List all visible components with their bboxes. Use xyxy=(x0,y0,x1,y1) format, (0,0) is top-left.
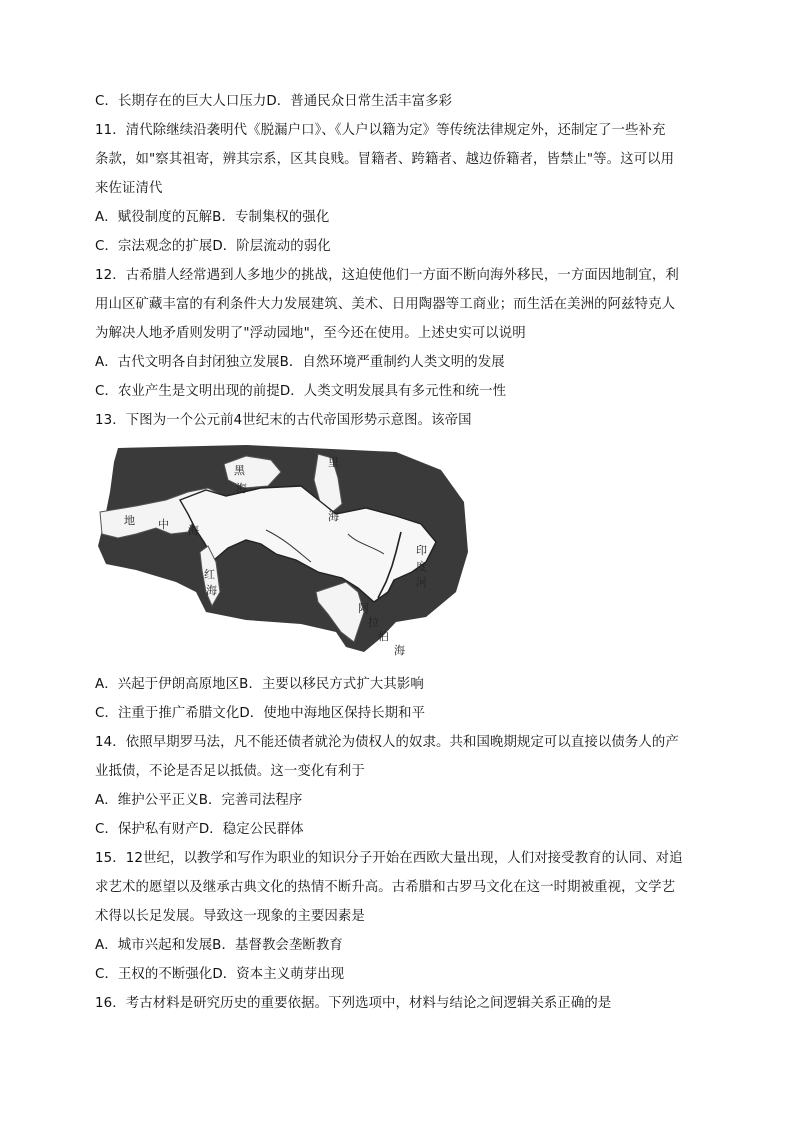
q14-stem-line-2: 业抵债，不论是否足以抵债。这一变化有利于 xyxy=(95,764,365,779)
label-arabian-3: 伯 xyxy=(378,630,389,643)
q12-option-cd: C．农业产生是文明出现的前提D．人类文明发展具有多元性和统一性 xyxy=(95,384,507,399)
label-red-1: 红 xyxy=(204,568,215,581)
label-arabian-1: 阿 xyxy=(358,602,369,615)
empire-map xyxy=(96,442,471,667)
label-indus-3: 河 xyxy=(416,576,427,589)
label-caspian-1: 里 xyxy=(328,456,339,469)
q13-option-cd: C．注重于推广希腊文化D．使地中海地区保持长期和平 xyxy=(95,706,426,721)
label-arabian-4: 海 xyxy=(394,644,405,657)
q11-stem-line-3: 来佐证清代 xyxy=(95,181,163,196)
label-caspian-2: 海 xyxy=(328,510,339,523)
empire-map-figure xyxy=(96,442,471,667)
label-med-2: 中 xyxy=(158,518,169,531)
q14-stem-line-1: 14．依照早期罗马法，凡不能还债者就沦为债权人的奴隶。共和国晚期规定可以直接以债务人的产 xyxy=(95,735,679,750)
label-med-3: 海 xyxy=(188,524,199,537)
label-indus-2: 度 xyxy=(416,560,427,573)
q13-stem: 13．下图为一个公元前4世纪末的古代帝国形势示意图。该帝国 xyxy=(95,413,472,428)
q14-option-ab: A．维护公平正义B．完善司法程序 xyxy=(95,793,303,808)
q16-stem: 16．考古材料是研究历史的重要依据。下列选项中，材料与结论之间逻辑关系正确的是 xyxy=(95,996,612,1011)
q10-option-cd: C．长期存在的巨大人口压力D．普通民众日常生活丰富多彩 xyxy=(95,94,453,109)
q11-option-ab: A．赋役制度的瓦解B．专制集权的强化 xyxy=(95,210,330,225)
q11-option-cd: C．宗法观念的扩展D．阶层流动的弱化 xyxy=(95,239,331,254)
q12-stem-line-1: 12．古希腊人经常遇到人多地少的挑战，这迫使他们一方面不断向海外移民，一方面因地制宜，利 xyxy=(95,268,679,283)
q11-stem-line-2: 条款，如"察其祖寄，辨其宗系，区其良贱。冒籍者、跨籍者、越边侨籍者，皆禁止"等。这可以用 xyxy=(95,152,675,167)
q11-stem-line-1: 11．清代除继续沿袭明代《脱漏户口》、《人户以籍为定》等传统法律规定外，还制定了一些补充 xyxy=(95,123,666,138)
q15-stem-line-3: 术得以长足发展。导致这一现象的主要因素是 xyxy=(95,909,365,924)
q13-option-ab: A．兴起于伊朗高原地区B．主要以移民方式扩大其影响 xyxy=(95,677,424,692)
label-red-2: 海 xyxy=(206,584,217,597)
q15-stem-line-1: 15．12世纪，以教学和写作为职业的知识分子开始在西欧大量出现，人们对接受教育的认同、对追 xyxy=(95,851,683,866)
label-black-2: 海 xyxy=(236,482,247,495)
q15-option-cd: C．王权的不断强化D．资本主义萌芽出现 xyxy=(95,967,345,982)
q14-option-cd: C．保护私有财产D．稳定公民群体 xyxy=(95,822,304,837)
label-arabian-2: 拉 xyxy=(368,616,379,629)
q12-stem-line-3: 为解决人地矛盾则发明了"浮动园地"，至今还在使用。上述史实可以说明 xyxy=(95,326,526,341)
label-indus-1: 印 xyxy=(416,544,427,557)
q12-stem-line-2: 用山区矿藏丰富的有利条件大力发展建筑、美术、日用陶器等工商业；而生活在美洲的阿兹特克人 xyxy=(95,297,676,312)
q15-stem-line-2: 求艺术的愿望以及继承古典文化的热情不断升高。古希腊和古罗马文化在这一时期被重视，文学艺 xyxy=(95,880,676,895)
label-med-1: 地 xyxy=(124,514,135,527)
q12-option-ab: A．古代文明各自封闭独立发展B．自然环境严重制约人类文明的发展 xyxy=(95,355,505,370)
label-black-1: 黑 xyxy=(234,464,245,477)
q15-option-ab: A．城市兴起和发展B．基督教会垄断教育 xyxy=(95,938,343,953)
